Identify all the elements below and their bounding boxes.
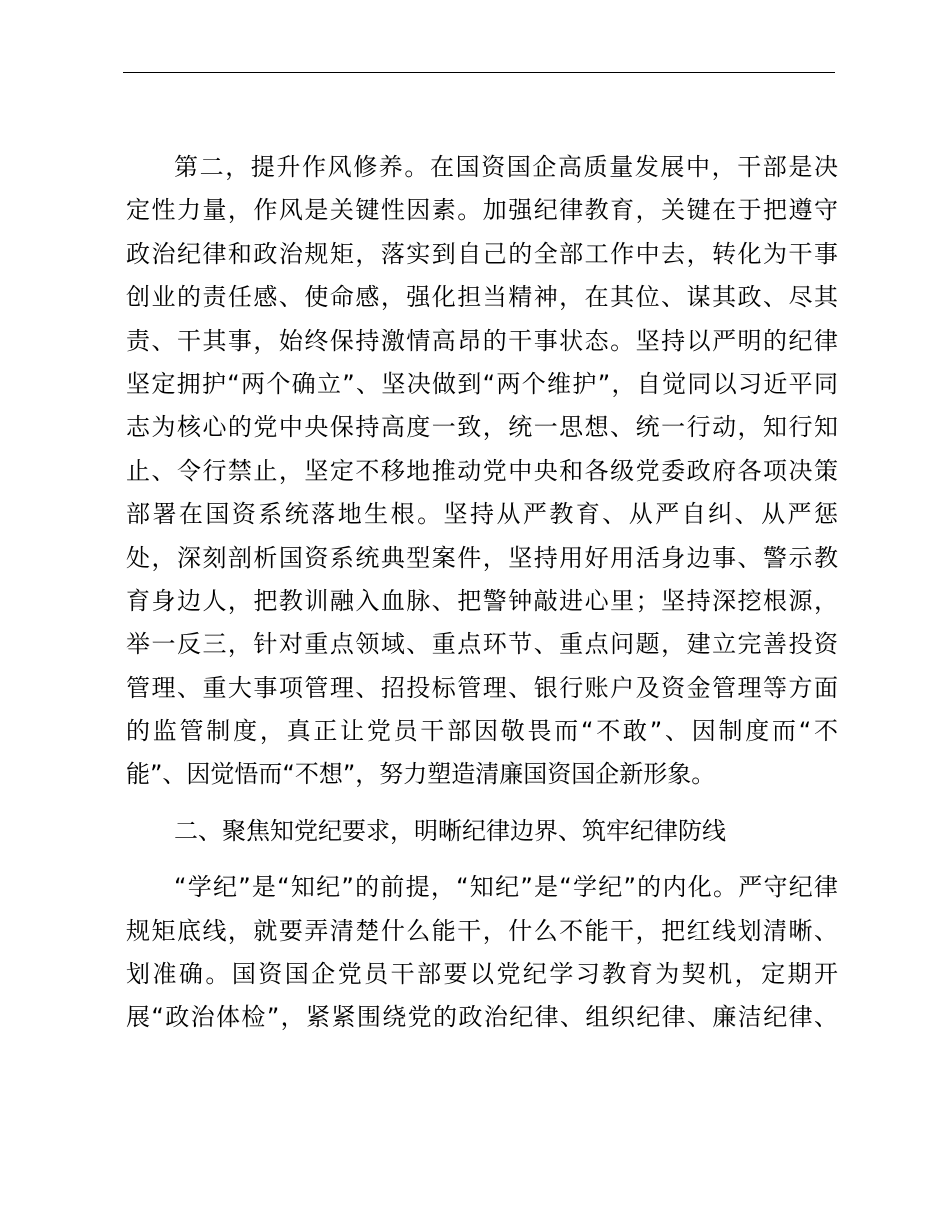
text-line: 规矩底线，就要弄清楚什么能干，什么不能干，把红线划清晰、	[126, 916, 838, 945]
text-line: 止、令行禁止，坚定不移地推动党中央和各级党委政府各项决策	[126, 456, 838, 485]
text-line: 划准确。国资国企党员干部要以党纪学习教育为契机，定期开	[126, 960, 838, 989]
paragraph-spacer	[126, 853, 838, 866]
section-heading-two	[126, 810, 838, 853]
paragraph-know-discipline	[126, 866, 838, 1040]
text-line: 处，深刻剖析国资系统典型案件，坚持用好用活身边事、警示教	[126, 543, 838, 572]
text-line: 能”、因觉悟而“不想”，努力塑造清廉国资国企新形象。	[126, 760, 716, 789]
text-line: 部署在国资系统落地生根。坚持从严教育、从严自纠、从严惩	[126, 500, 838, 529]
text-line: 志为核心的党中央保持高度一致，统一思想、统一行动，知行知	[126, 413, 838, 442]
text-line: 展“政治体检”，紧紧围绕党的政治纪律、组织纪律、廉洁纪律、	[126, 1003, 838, 1032]
text-line: 第二，提升作风修养。在国资国企高质量发展中，干部是决	[174, 153, 838, 181]
text-line: 管理、重大事项管理、招投标管理、银行账户及资金管理等方面	[126, 673, 838, 702]
heading-line: 二、聚焦知党纪要求，明晰纪律边界、筑牢纪律防线	[174, 816, 726, 845]
document-body	[126, 146, 838, 1040]
header-rule	[123, 72, 835, 73]
text-line: 坚定拥护“两个确立”、坚决做到“两个维护”，自觉同以习近平同	[126, 369, 838, 398]
text-line: 育身边人，把教训融入血脉、把警钟敲进心里；坚持深挖根源，	[126, 586, 838, 615]
text-line: 创业的责任感、使命感，强化担当精神，在其位、谋其政、尽其	[126, 283, 838, 312]
text-line: 定性力量，作风是关键性因素。加强纪律教育，关键在于把遵守	[126, 196, 838, 225]
text-line: “学纪”是“知纪”的前提，“知纪”是“学纪”的内化。严守纪律	[174, 873, 838, 902]
paragraph-second-point	[126, 146, 838, 797]
paragraph-spacer	[126, 797, 838, 810]
text-line: 举一反三，针对重点领域、重点环节、重点问题，建立完善投资	[126, 630, 838, 659]
text-line: 政治纪律和政治规矩，落实到自己的全部工作中去，转化为干事	[126, 239, 838, 268]
text-line: 的监管制度，真正让党员干部因敬畏而“不敢”、因制度而“不	[126, 717, 838, 746]
text-line: 责、干其事，始终保持激情高昂的干事状态。坚持以严明的纪律	[126, 326, 838, 355]
